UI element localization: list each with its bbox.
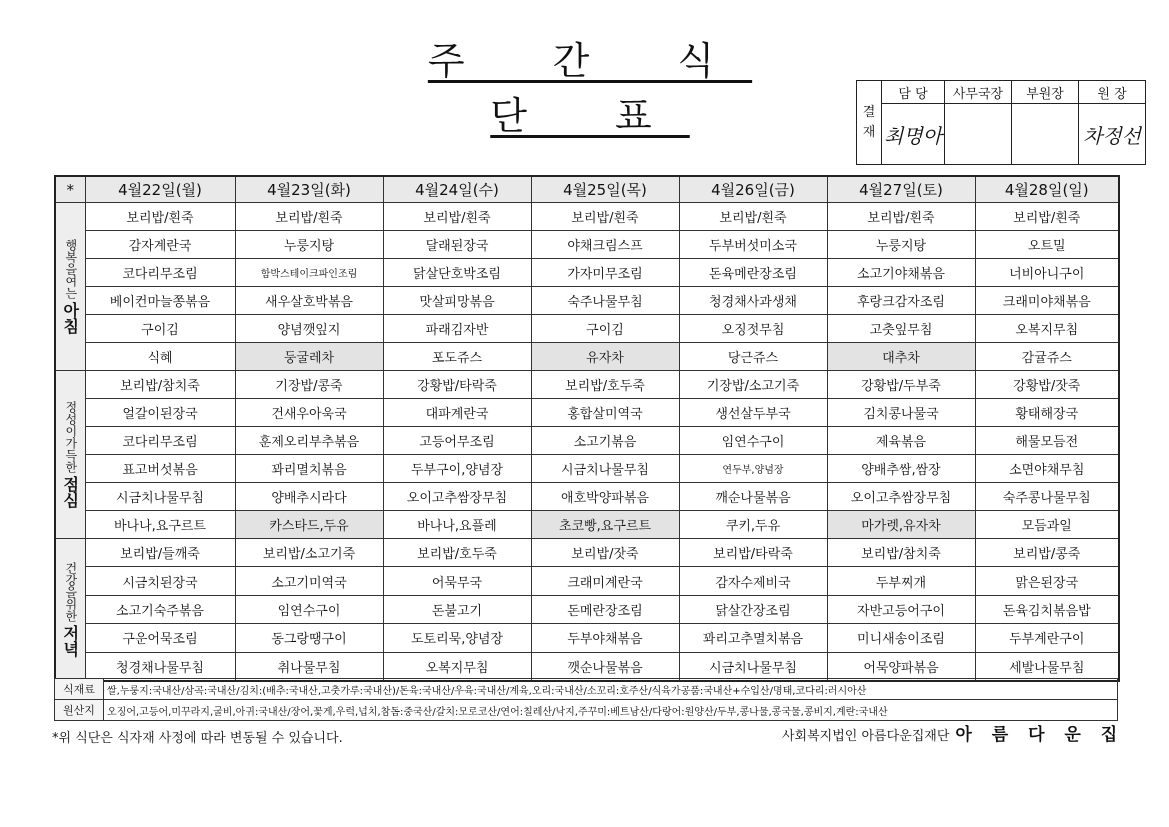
menu-cell: 오트밀 [975,231,1119,259]
approval-signature: 최명아 [882,104,945,165]
menu-cell: 소고기숙주볶음 [85,595,235,623]
menu-cell: 보리밥/타락죽 [679,539,827,567]
menu-cell: 가자미무조림 [531,259,679,287]
menu-cell: 훈제오리부추볶음 [235,427,383,455]
menu-cell: 오이고추쌈장무침 [827,483,975,511]
menu-cell: 강황밥/두부죽 [827,371,975,399]
menu-cell: 표고버섯볶음 [85,455,235,483]
menu-cell: 시금치나물무침 [679,652,827,681]
menu-cell: 깻순나물볶음 [531,652,679,681]
menu-cell: 닭살간장조림 [679,595,827,623]
menu-cell: 시금치나물무침 [85,483,235,511]
meal-label-big: 점심 [60,476,80,508]
menu-row [55,539,1119,567]
menu-cell: 코다리무조림 [85,427,235,455]
menu-cell: 꽈리멸치볶음 [235,455,383,483]
menu-cell: 소고기야채볶음 [827,259,975,287]
page-title: 주 간 식 단 표 [427,39,753,138]
menu-cell: 기장밥/콩죽 [235,371,383,399]
menu-cell: 미니새송이조림 [827,624,975,652]
menu-row [55,624,1119,652]
menu-cell: 두부버섯미소국 [679,231,827,259]
menu-cell: 코다리무조림 [85,259,235,287]
menu-cell: 오이고추쌈장무침 [383,483,531,511]
menu-cell: 동그랑땡구이 [235,624,383,652]
menu-cell: 깨순나물볶음 [679,483,827,511]
origin-label: 원산지 [55,700,104,721]
menu-row [55,203,1119,231]
menu-cell: 강황밥/타락죽 [383,371,531,399]
menu-cell: 건새우아욱국 [235,399,383,427]
day-header: 4월28일(일) [975,176,1119,203]
menu-cell: 닭살단호박조림 [383,259,531,287]
meal-label [55,539,85,681]
menu-cell: 보리밥/흰죽 [827,203,975,231]
menu-cell: 시금치나물무침 [531,455,679,483]
corner-cell: * [55,176,85,203]
menu-cell: 식혜 [85,343,235,371]
approval-role: 담 당 [882,81,945,104]
origin-text: 쌀,누룽지:국내산/삼곡:국내산/김치:(배추:국내산,고춧가루:국내산)/돈육:국내산/우육:국내산/계육,오리:국내산/소꼬리:호주산/식육가공품:국내산+수입산/명태,코다리:러시아산 [104,679,1118,700]
menu-cell: 보리밥/흰죽 [975,203,1119,231]
meal-label-small: 행복을여는 [63,239,78,299]
menu-cell: 김치콩나물국 [827,399,975,427]
menu-row [55,567,1119,595]
menu-cell: 바나나,요플레 [383,511,531,539]
footnote: *위 식단은 식자재 사정에 따라 변동될 수 있습니다. [52,731,343,746]
menu-cell: 포도쥬스 [383,343,531,371]
menu-cell: 구이김 [531,315,679,343]
approval-signature: 차정선 [1079,104,1146,165]
menu-row [55,371,1119,399]
day-header: 4월26일(금) [679,176,827,203]
meal-label-small: 정성이가득한 [63,401,78,473]
menu-cell: 야채크림스프 [531,231,679,259]
organization-prefix: 사회복지법인 아름다운집재단 [782,729,950,744]
menu-cell: 보리밥/흰죽 [85,203,235,231]
menu-cell: 강황밥/잣죽 [975,371,1119,399]
menu-cell: 마가렛,유자차 [827,511,975,539]
meal-label-big: 아침 [60,302,80,334]
menu-cell: 달래된장국 [383,231,531,259]
approval-role: 부원장 [1012,81,1079,104]
menu-cell: 보리밥/들깨죽 [85,539,235,567]
menu-cell: 베이컨마늘쫑볶음 [85,287,235,315]
menu-cell: 보리밥/흰죽 [235,203,383,231]
menu-cell: 함박스테이크파인조림 [235,259,383,287]
organization [782,720,1124,745]
menu-cell: 세발나물무침 [975,652,1119,681]
menu-row [55,287,1119,315]
menu-cell: 취나물무침 [235,652,383,681]
menu-cell: 숙주콩나물무침 [975,483,1119,511]
menu-cell: 보리밥/잣죽 [531,539,679,567]
menu-cell: 자반고등어구이 [827,595,975,623]
menu-cell: 돈메란장조림 [531,595,679,623]
menu-cell: 대추차 [827,343,975,371]
menu-cell: 생선살두부국 [679,399,827,427]
menu-cell: 제육볶음 [827,427,975,455]
approval-signature [945,104,1012,165]
menu-cell: 청경채사과생채 [679,287,827,315]
menu-cell: 소면야채무침 [975,455,1119,483]
meal-label [55,203,85,371]
menu-cell: 양념깻잎지 [235,315,383,343]
menu-table [54,175,1120,682]
menu-cell: 카스타드,두유 [235,511,383,539]
menu-row [55,595,1119,623]
menu-cell: 연두부,양념장 [679,455,827,483]
menu-cell: 오복지무침 [975,315,1119,343]
menu-row [55,427,1119,455]
menu-cell: 양배추쌈,쌈장 [827,455,975,483]
menu-cell: 두부야채볶음 [531,624,679,652]
menu-row [55,652,1119,681]
menu-cell: 기장밥/소고기죽 [679,371,827,399]
menu-row [55,343,1119,371]
menu-cell: 당근쥬스 [679,343,827,371]
menu-cell: 청경채나물무침 [85,652,235,681]
menu-cell: 바나나,요구르트 [85,511,235,539]
menu-cell: 오복지무침 [383,652,531,681]
menu-cell: 파래김자반 [383,315,531,343]
menu-cell: 보리밥/호두죽 [531,371,679,399]
menu-row [55,399,1119,427]
menu-cell: 보리밥/콩죽 [975,539,1119,567]
menu-cell: 소고기볶음 [531,427,679,455]
menu-cell: 임연수구이 [235,595,383,623]
menu-cell: 새우살호박볶음 [235,287,383,315]
menu-cell: 보리밥/흰죽 [679,203,827,231]
menu-cell: 누룽지탕 [827,231,975,259]
menu-cell: 소고기미역국 [235,567,383,595]
approval-role: 사무국장 [945,81,1012,104]
origin-table [54,678,1118,721]
menu-cell: 고등어무조림 [383,427,531,455]
menu-cell: 얼갈이된장국 [85,399,235,427]
menu-cell: 두부찌개 [827,567,975,595]
menu-cell: 너비아니구이 [975,259,1119,287]
organization-name: 아 름 다 운 집 [955,725,1125,745]
approval-role: 원 장 [1079,81,1146,104]
menu-cell: 누룽지탕 [235,231,383,259]
menu-cell: 둥굴레차 [235,343,383,371]
menu-cell: 모듬과일 [975,511,1119,539]
menu-row [55,511,1119,539]
menu-cell: 홍합살미역국 [531,399,679,427]
day-header: 4월25일(목) [531,176,679,203]
menu-cell: 돈불고기 [383,595,531,623]
menu-row [55,315,1119,343]
menu-cell: 유자차 [531,343,679,371]
menu-cell: 보리밥/흰죽 [531,203,679,231]
menu-cell: 꽈리고추멸치볶음 [679,624,827,652]
approval-box [856,80,1146,165]
meal-label-big: 저녁 [60,624,80,657]
menu-cell: 감귤쥬스 [975,343,1119,371]
menu-cell: 맑은된장국 [975,567,1119,595]
menu-cell: 양배추시라다 [235,483,383,511]
menu-cell: 맛살피망볶음 [383,287,531,315]
menu-cell: 두부구이,양념장 [383,455,531,483]
menu-cell: 후랑크감자조림 [827,287,975,315]
menu-cell: 보리밥/소고기죽 [235,539,383,567]
menu-cell: 황태해장국 [975,399,1119,427]
menu-cell: 보리밥/호두죽 [383,539,531,567]
menu-cell: 감자계란국 [85,231,235,259]
day-header: 4월27일(토) [827,176,975,203]
day-header: 4월22일(월) [85,176,235,203]
menu-cell: 쿠키,두유 [679,511,827,539]
menu-cell: 어묵양파볶음 [827,652,975,681]
origin-text: 오징어,고등어,미꾸라지,굴비,아귀:국내산/장어,꽃게,우럭,넙치,참돔:중국산/갈치:모로코산/연어:칠레산/낙지,주꾸미:베트남산/다랑어:원양산/두부,콩나물,콩국물,콩비지,계란:국내산 [104,700,1118,721]
menu-cell: 숙주나물무침 [531,287,679,315]
menu-cell: 해물모듬전 [975,427,1119,455]
menu-cell: 구운어묵조림 [85,624,235,652]
menu-row [55,259,1119,287]
menu-cell: 크래미계란국 [531,567,679,595]
menu-row [55,455,1119,483]
menu-row [55,483,1119,511]
menu-cell: 고춧잎무침 [827,315,975,343]
menu-cell: 임연수구이 [679,427,827,455]
menu-cell: 감자수제비국 [679,567,827,595]
menu-cell: 시금치된장국 [85,567,235,595]
menu-cell: 오징젓무침 [679,315,827,343]
day-header: 4월24일(수) [383,176,531,203]
menu-cell: 대파계란국 [383,399,531,427]
menu-cell: 애호박양파볶음 [531,483,679,511]
menu-cell: 도토리묵,양념장 [383,624,531,652]
menu-cell: 돈육김치볶음밥 [975,595,1119,623]
menu-cell: 보리밥/참치죽 [85,371,235,399]
day-header-row [55,176,1119,203]
meal-label-small: 건강을위한 [63,561,78,622]
menu-cell: 보리밥/참치죽 [827,539,975,567]
approval-label: 결재 [857,81,882,165]
origin-label: 식재료 [55,679,104,700]
meal-label [55,371,85,539]
menu-cell: 초코빵,요구르트 [531,511,679,539]
menu-cell: 돈육메란장조림 [679,259,827,287]
menu-cell: 보리밥/흰죽 [383,203,531,231]
menu-cell: 크래미야채볶음 [975,287,1119,315]
menu-cell: 구이김 [85,315,235,343]
menu-cell: 어묵무국 [383,567,531,595]
approval-signature [1012,104,1079,165]
menu-row [55,231,1119,259]
day-header: 4월23일(화) [235,176,383,203]
menu-cell: 두부계란구이 [975,624,1119,652]
